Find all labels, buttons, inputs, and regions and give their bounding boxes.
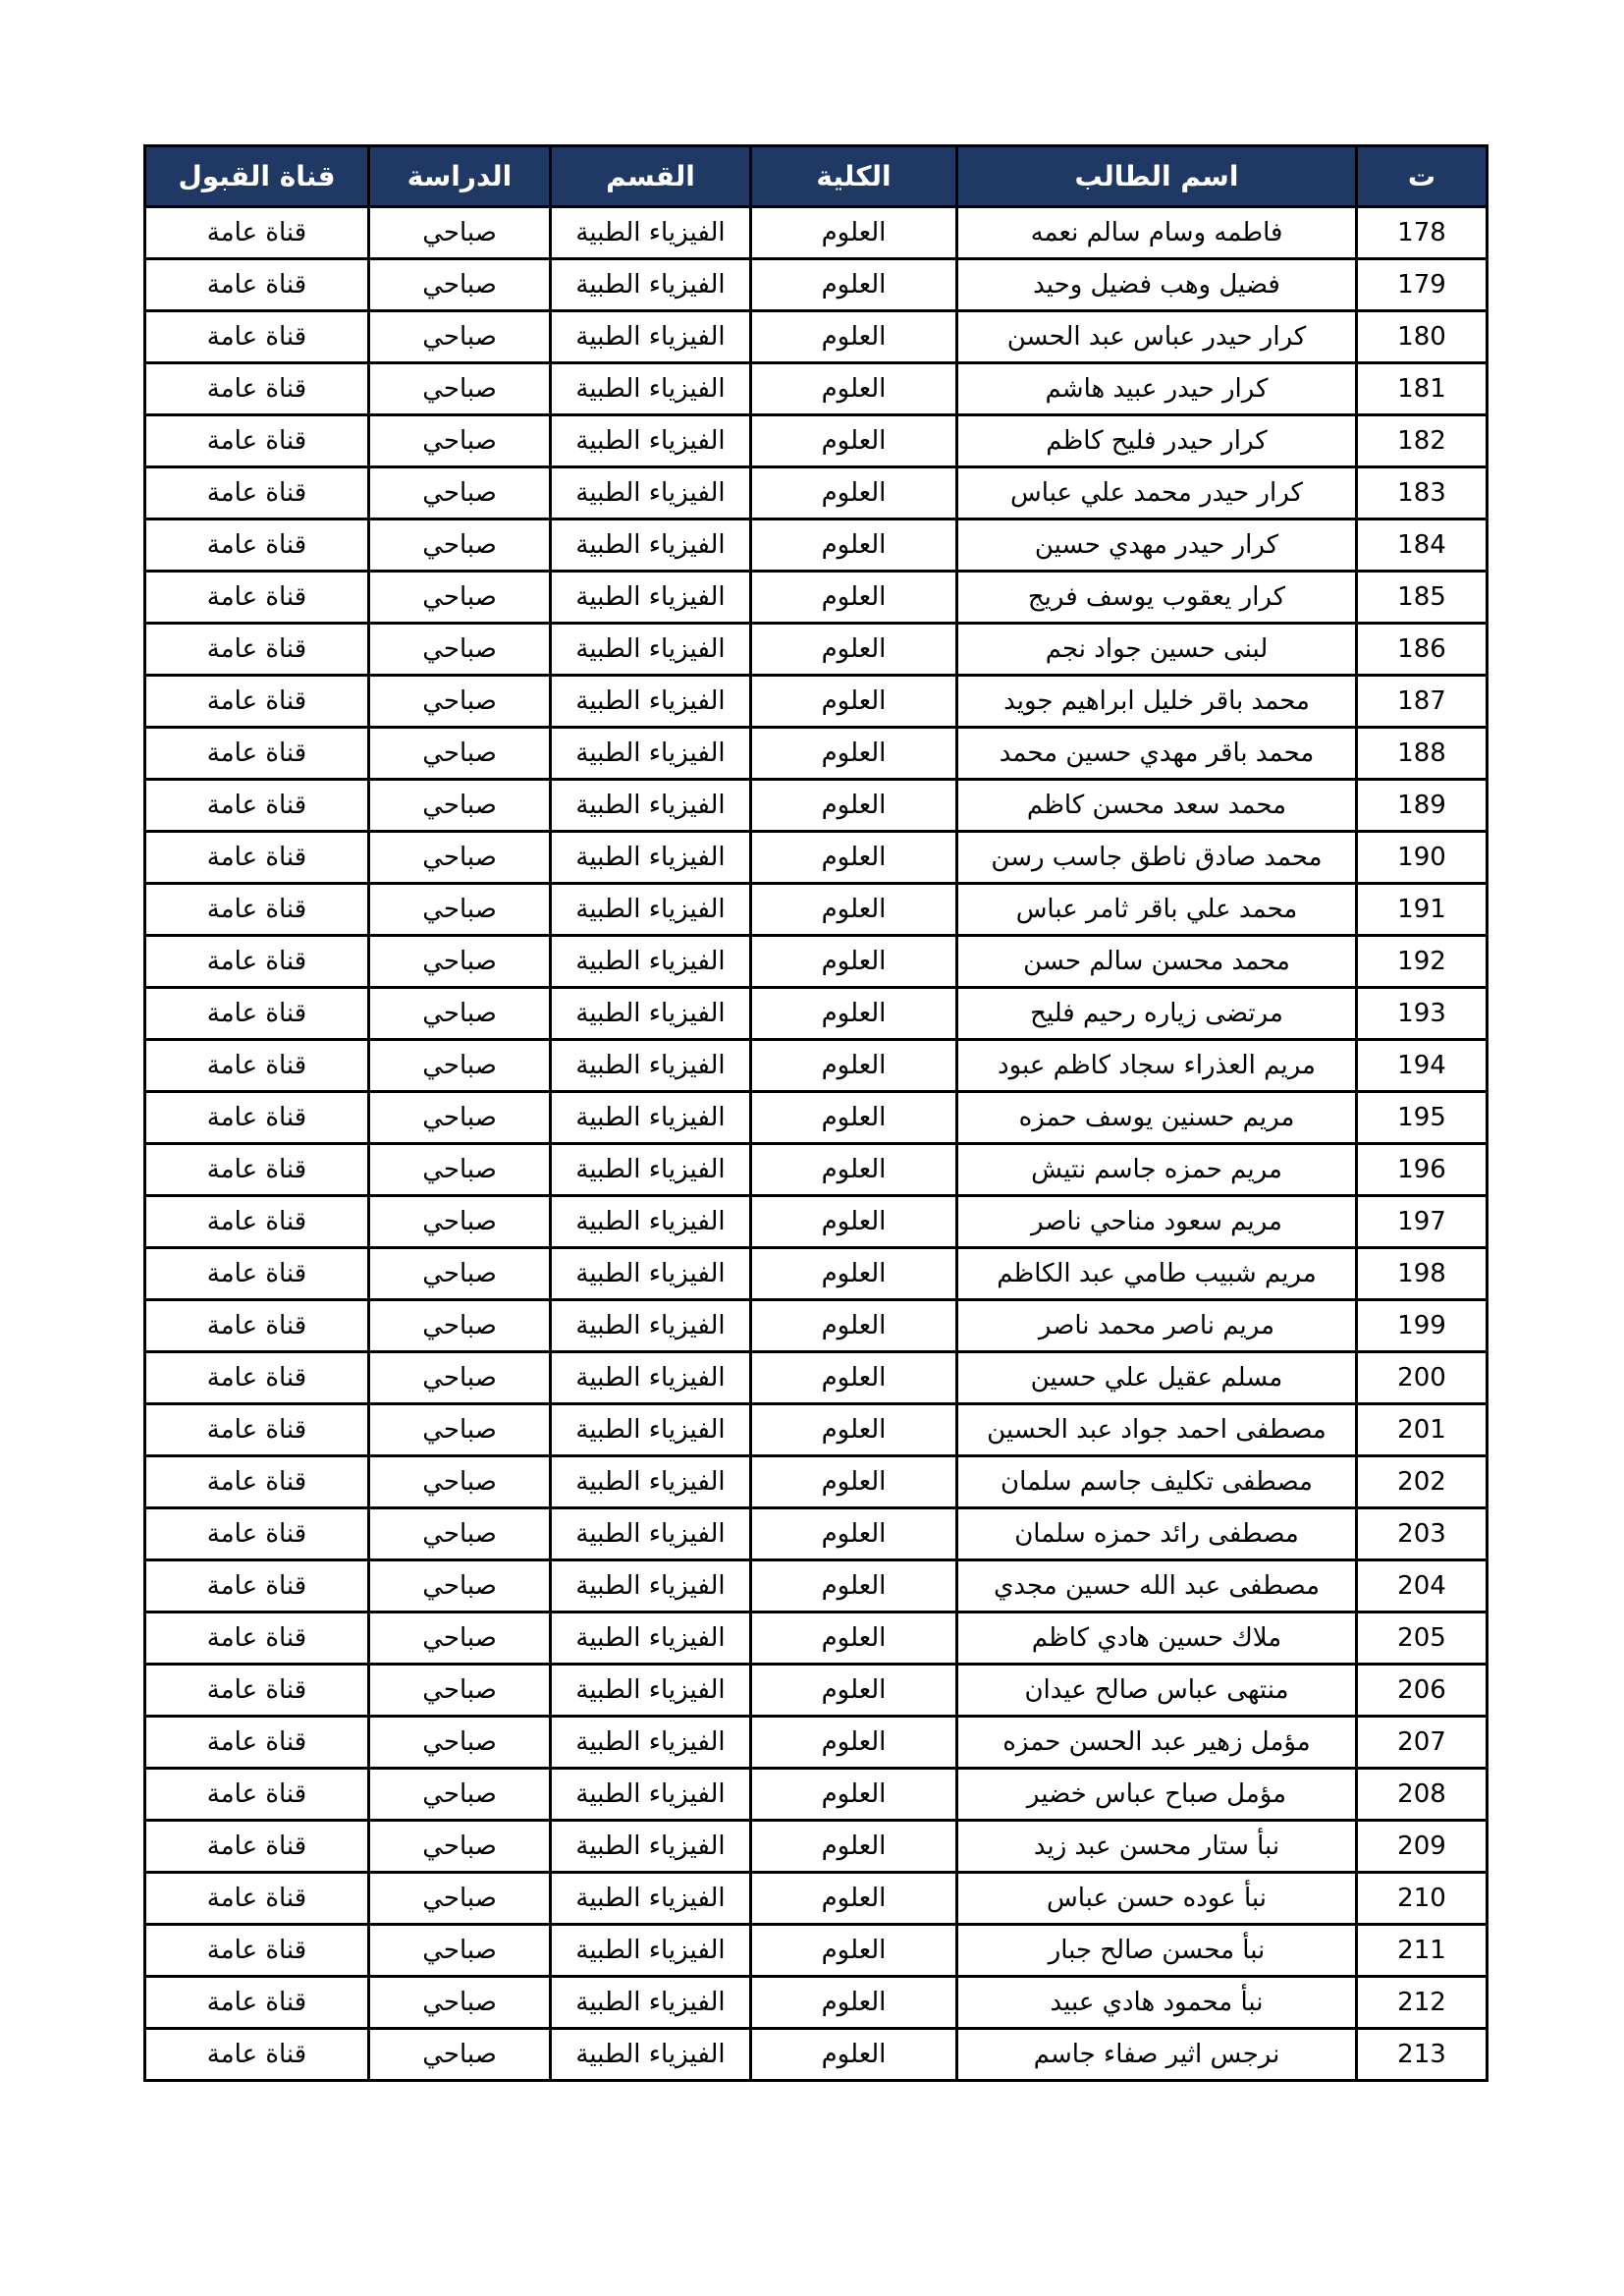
- study-type-cell: صباحي: [369, 1613, 551, 1665]
- department-cell: الفيزياء الطبية: [551, 363, 751, 415]
- study-type-cell: صباحي: [369, 884, 551, 936]
- student-roster-table: [143, 144, 1489, 2082]
- student-name-cell: كرار حيدر عباس عبد الحسن: [957, 311, 1357, 363]
- table-row: [145, 676, 1488, 728]
- student-name-cell: منتهى عباس صالح عيدان: [957, 1665, 1357, 1717]
- table-row: [145, 259, 1488, 311]
- header-college: الكلية: [751, 146, 957, 207]
- study-type-cell: صباحي: [369, 363, 551, 415]
- table-row: [145, 1144, 1488, 1196]
- admission-channel-cell: قناة عامة: [145, 2029, 369, 2081]
- student-name-cell: مصطفى تكليف جاسم سلمان: [957, 1456, 1357, 1508]
- student-name-cell: محمد سعد محسن كاظم: [957, 780, 1357, 832]
- student-name-cell: محمد علي باقر ثامر عباس: [957, 884, 1357, 936]
- college-cell: العلوم: [751, 467, 957, 519]
- serial-cell: 183: [1357, 467, 1488, 519]
- college-cell: العلوم: [751, 988, 957, 1040]
- table-row: [145, 311, 1488, 363]
- serial-cell: 192: [1357, 936, 1488, 988]
- table-row: [145, 1456, 1488, 1508]
- study-type-cell: صباحي: [369, 780, 551, 832]
- college-cell: العلوم: [751, 1925, 957, 1977]
- department-cell: الفيزياء الطبية: [551, 1977, 751, 2029]
- serial-cell: 200: [1357, 1352, 1488, 1404]
- study-type-cell: صباحي: [369, 1404, 551, 1456]
- header-department: القسم: [551, 146, 751, 207]
- department-cell: الفيزياء الطبية: [551, 832, 751, 884]
- table-row: [145, 1508, 1488, 1560]
- table-row: [145, 1560, 1488, 1613]
- college-cell: العلوم: [751, 1508, 957, 1560]
- student-name-cell: مؤمل صباح عباس خضير: [957, 1769, 1357, 1821]
- table-row: [145, 1352, 1488, 1404]
- study-type-cell: صباحي: [369, 572, 551, 624]
- admission-channel-cell: قناة عامة: [145, 884, 369, 936]
- admission-channel-cell: قناة عامة: [145, 728, 369, 780]
- study-type-cell: صباحي: [369, 1925, 551, 1977]
- table-row: [145, 1248, 1488, 1300]
- serial-cell: 178: [1357, 207, 1488, 259]
- table-row: [145, 1300, 1488, 1352]
- student-name-cell: ملاك حسين هادي كاظم: [957, 1613, 1357, 1665]
- table-row: [145, 884, 1488, 936]
- study-type-cell: صباحي: [369, 1300, 551, 1352]
- student-name-cell: كرار حيدر محمد علي عباس: [957, 467, 1357, 519]
- department-cell: الفيزياء الطبية: [551, 311, 751, 363]
- serial-cell: 188: [1357, 728, 1488, 780]
- college-cell: العلوم: [751, 259, 957, 311]
- student-name-cell: مسلم عقيل علي حسين: [957, 1352, 1357, 1404]
- college-cell: العلوم: [751, 936, 957, 988]
- department-cell: الفيزياء الطبية: [551, 780, 751, 832]
- college-cell: العلوم: [751, 2029, 957, 2081]
- student-name-cell: مصطفى رائد حمزه سلمان: [957, 1508, 1357, 1560]
- study-type-cell: صباحي: [369, 1144, 551, 1196]
- student-name-cell: نبأ محسن صالح جبار: [957, 1925, 1357, 1977]
- admission-channel-cell: قناة عامة: [145, 467, 369, 519]
- admission-channel-cell: قناة عامة: [145, 1196, 369, 1248]
- student-name-cell: نبأ محمود هادي عبيد: [957, 1977, 1357, 2029]
- table-row: [145, 519, 1488, 572]
- college-cell: العلوم: [751, 1560, 957, 1613]
- table-row: [145, 1717, 1488, 1769]
- study-type-cell: صباحي: [369, 259, 551, 311]
- admission-channel-cell: قناة عامة: [145, 1352, 369, 1404]
- serial-cell: 206: [1357, 1665, 1488, 1717]
- study-type-cell: صباحي: [369, 1873, 551, 1925]
- table-row: [145, 1977, 1488, 2029]
- admission-channel-cell: قناة عامة: [145, 1300, 369, 1352]
- table-row: [145, 988, 1488, 1040]
- department-cell: الفيزياء الطبية: [551, 1248, 751, 1300]
- serial-cell: 180: [1357, 311, 1488, 363]
- admission-channel-cell: قناة عامة: [145, 311, 369, 363]
- student-name-cell: فضيل وهب فضيل وحيد: [957, 259, 1357, 311]
- study-type-cell: صباحي: [369, 676, 551, 728]
- admission-channel-cell: قناة عامة: [145, 1456, 369, 1508]
- student-name-cell: كرار يعقوب يوسف فريج: [957, 572, 1357, 624]
- table-row: [145, 467, 1488, 519]
- serial-cell: 211: [1357, 1925, 1488, 1977]
- college-cell: العلوم: [751, 415, 957, 467]
- serial-cell: 203: [1357, 1508, 1488, 1560]
- study-type-cell: صباحي: [369, 1508, 551, 1560]
- admission-channel-cell: قناة عامة: [145, 624, 369, 676]
- department-cell: الفيزياء الطبية: [551, 1508, 751, 1560]
- college-cell: العلوم: [751, 363, 957, 415]
- table-row: [145, 1821, 1488, 1873]
- college-cell: العلوم: [751, 1821, 957, 1873]
- college-cell: العلوم: [751, 572, 957, 624]
- admission-channel-cell: قناة عامة: [145, 363, 369, 415]
- student-name-cell: محمد صادق ناطق جاسب رسن: [957, 832, 1357, 884]
- serial-cell: 181: [1357, 363, 1488, 415]
- student-name-cell: لبنى حسين جواد نجم: [957, 624, 1357, 676]
- admission-channel-cell: قناة عامة: [145, 832, 369, 884]
- admission-channel-cell: قناة عامة: [145, 1092, 369, 1144]
- department-cell: الفيزياء الطبية: [551, 1665, 751, 1717]
- study-type-cell: صباحي: [369, 2029, 551, 2081]
- student-name-cell: كرار حيدر مهدي حسين: [957, 519, 1357, 572]
- department-cell: الفيزياء الطبية: [551, 676, 751, 728]
- college-cell: العلوم: [751, 1352, 957, 1404]
- college-cell: العلوم: [751, 1665, 957, 1717]
- serial-cell: 179: [1357, 259, 1488, 311]
- department-cell: الفيزياء الطبية: [551, 207, 751, 259]
- study-type-cell: صباحي: [369, 1196, 551, 1248]
- department-cell: الفيزياء الطبية: [551, 1717, 751, 1769]
- college-cell: العلوم: [751, 1717, 957, 1769]
- serial-cell: 197: [1357, 1196, 1488, 1248]
- admission-channel-cell: قناة عامة: [145, 1925, 369, 1977]
- study-type-cell: صباحي: [369, 1352, 551, 1404]
- department-cell: الفيزياء الطبية: [551, 936, 751, 988]
- admission-channel-cell: قناة عامة: [145, 1144, 369, 1196]
- department-cell: الفيزياء الطبية: [551, 1300, 751, 1352]
- college-cell: العلوم: [751, 1977, 957, 2029]
- study-type-cell: صباحي: [369, 728, 551, 780]
- college-cell: العلوم: [751, 1092, 957, 1144]
- study-type-cell: صباحي: [369, 1717, 551, 1769]
- student-name-cell: كرار حيدر عبيد هاشم: [957, 363, 1357, 415]
- admission-channel-cell: قناة عامة: [145, 1821, 369, 1873]
- serial-cell: 196: [1357, 1144, 1488, 1196]
- table-row: [145, 936, 1488, 988]
- department-cell: الفيزياء الطبية: [551, 1769, 751, 1821]
- student-name-cell: مؤمل زهير عبد الحسن حمزه: [957, 1717, 1357, 1769]
- admission-channel-cell: قناة عامة: [145, 1560, 369, 1613]
- department-cell: الفيزياء الطبية: [551, 1873, 751, 1925]
- department-cell: الفيزياء الطبية: [551, 728, 751, 780]
- department-cell: الفيزياء الطبية: [551, 2029, 751, 2081]
- header-serial: ت: [1357, 146, 1488, 207]
- table-row: [145, 1404, 1488, 1456]
- department-cell: الفيزياء الطبية: [551, 259, 751, 311]
- college-cell: العلوم: [751, 1613, 957, 1665]
- header-admission-channel: قناة القبول: [145, 146, 369, 207]
- study-type-cell: صباحي: [369, 832, 551, 884]
- department-cell: الفيزياء الطبية: [551, 1821, 751, 1873]
- student-name-cell: مريم سعود مناحي ناصر: [957, 1196, 1357, 1248]
- study-type-cell: صباحي: [369, 1560, 551, 1613]
- table-row: [145, 1873, 1488, 1925]
- admission-channel-cell: قناة عامة: [145, 259, 369, 311]
- department-cell: الفيزياء الطبية: [551, 572, 751, 624]
- college-cell: العلوم: [751, 1040, 957, 1092]
- department-cell: الفيزياء الطبية: [551, 1925, 751, 1977]
- table-row: [145, 1092, 1488, 1144]
- admission-channel-cell: قناة عامة: [145, 1040, 369, 1092]
- college-cell: العلوم: [751, 1300, 957, 1352]
- department-cell: الفيزياء الطبية: [551, 884, 751, 936]
- admission-channel-cell: قناة عامة: [145, 1508, 369, 1560]
- college-cell: العلوم: [751, 728, 957, 780]
- student-name-cell: مريم العذراء سجاد كاظم عبود: [957, 1040, 1357, 1092]
- serial-cell: 204: [1357, 1560, 1488, 1613]
- department-cell: الفيزياء الطبية: [551, 1404, 751, 1456]
- department-cell: الفيزياء الطبية: [551, 1560, 751, 1613]
- admission-channel-cell: قناة عامة: [145, 519, 369, 572]
- serial-cell: 210: [1357, 1873, 1488, 1925]
- study-type-cell: صباحي: [369, 1456, 551, 1508]
- college-cell: العلوم: [751, 676, 957, 728]
- admission-channel-cell: قناة عامة: [145, 572, 369, 624]
- student-name-cell: مصطفى عبد الله حسين مجدي: [957, 1560, 1357, 1613]
- serial-cell: 190: [1357, 832, 1488, 884]
- department-cell: الفيزياء الطبية: [551, 1196, 751, 1248]
- college-cell: العلوم: [751, 1248, 957, 1300]
- admission-channel-cell: قناة عامة: [145, 1873, 369, 1925]
- serial-cell: 194: [1357, 1040, 1488, 1092]
- college-cell: العلوم: [751, 1144, 957, 1196]
- study-type-cell: صباحي: [369, 1092, 551, 1144]
- study-type-cell: صباحي: [369, 1821, 551, 1873]
- study-type-cell: صباحي: [369, 1040, 551, 1092]
- serial-cell: 182: [1357, 415, 1488, 467]
- serial-cell: 207: [1357, 1717, 1488, 1769]
- college-cell: العلوم: [751, 311, 957, 363]
- college-cell: العلوم: [751, 1873, 957, 1925]
- department-cell: الفيزياء الطبية: [551, 1456, 751, 1508]
- serial-cell: 193: [1357, 988, 1488, 1040]
- college-cell: العلوم: [751, 1404, 957, 1456]
- department-cell: الفيزياء الطبية: [551, 415, 751, 467]
- table-row: [145, 2029, 1488, 2081]
- study-type-cell: صباحي: [369, 415, 551, 467]
- college-cell: العلوم: [751, 519, 957, 572]
- serial-cell: 195: [1357, 1092, 1488, 1144]
- study-type-cell: صباحي: [369, 311, 551, 363]
- study-type-cell: صباحي: [369, 1248, 551, 1300]
- admission-channel-cell: قناة عامة: [145, 415, 369, 467]
- serial-cell: 202: [1357, 1456, 1488, 1508]
- college-cell: العلوم: [751, 832, 957, 884]
- department-cell: الفيزياء الطبية: [551, 1352, 751, 1404]
- admission-channel-cell: قناة عامة: [145, 676, 369, 728]
- study-type-cell: صباحي: [369, 1769, 551, 1821]
- admission-channel-cell: قناة عامة: [145, 936, 369, 988]
- admission-channel-cell: قناة عامة: [145, 1248, 369, 1300]
- admission-channel-cell: قناة عامة: [145, 1404, 369, 1456]
- student-name-cell: كرار حيدر فليح كاظم: [957, 415, 1357, 467]
- serial-cell: 187: [1357, 676, 1488, 728]
- serial-cell: 191: [1357, 884, 1488, 936]
- student-name-cell: محمد باقر مهدي حسين محمد: [957, 728, 1357, 780]
- table-row: [145, 780, 1488, 832]
- serial-cell: 201: [1357, 1404, 1488, 1456]
- study-type-cell: صباحي: [369, 467, 551, 519]
- serial-cell: 184: [1357, 519, 1488, 572]
- study-type-cell: صباحي: [369, 624, 551, 676]
- table-row: [145, 832, 1488, 884]
- admission-channel-cell: قناة عامة: [145, 1717, 369, 1769]
- admission-channel-cell: قناة عامة: [145, 1977, 369, 2029]
- table-row: [145, 572, 1488, 624]
- admission-channel-cell: قناة عامة: [145, 207, 369, 259]
- student-name-cell: فاطمه وسام سالم نعمه: [957, 207, 1357, 259]
- serial-cell: 209: [1357, 1821, 1488, 1873]
- college-cell: العلوم: [751, 780, 957, 832]
- college-cell: العلوم: [751, 1769, 957, 1821]
- table-row: [145, 1613, 1488, 1665]
- header-student-name: اسم الطالب: [957, 146, 1357, 207]
- table-row: [145, 1040, 1488, 1092]
- table-row: [145, 207, 1488, 259]
- college-cell: العلوم: [751, 1196, 957, 1248]
- serial-cell: 212: [1357, 1977, 1488, 2029]
- student-name-cell: محمد محسن سالم حسن: [957, 936, 1357, 988]
- department-cell: الفيزياء الطبية: [551, 1040, 751, 1092]
- admission-channel-cell: قناة عامة: [145, 988, 369, 1040]
- table-row: [145, 415, 1488, 467]
- header-study-type: الدراسة: [369, 146, 551, 207]
- table-row: [145, 1925, 1488, 1977]
- table-row: [145, 624, 1488, 676]
- study-type-cell: صباحي: [369, 936, 551, 988]
- serial-cell: 208: [1357, 1769, 1488, 1821]
- serial-cell: 186: [1357, 624, 1488, 676]
- study-type-cell: صباحي: [369, 1665, 551, 1717]
- admission-channel-cell: قناة عامة: [145, 1769, 369, 1821]
- admission-channel-cell: قناة عامة: [145, 1665, 369, 1717]
- table-row: [145, 728, 1488, 780]
- study-type-cell: صباحي: [369, 988, 551, 1040]
- student-name-cell: مريم ناصر محمد ناصر: [957, 1300, 1357, 1352]
- table-row: [145, 1665, 1488, 1717]
- college-cell: العلوم: [751, 624, 957, 676]
- student-name-cell: مريم شبيب طامي عبد الكاظم: [957, 1248, 1357, 1300]
- student-name-cell: مريم حسنين يوسف حمزه: [957, 1092, 1357, 1144]
- study-type-cell: صباحي: [369, 519, 551, 572]
- student-name-cell: محمد باقر خليل ابراهيم جويد: [957, 676, 1357, 728]
- serial-cell: 198: [1357, 1248, 1488, 1300]
- serial-cell: 185: [1357, 572, 1488, 624]
- table-row: [145, 363, 1488, 415]
- department-cell: الفيزياء الطبية: [551, 988, 751, 1040]
- department-cell: الفيزياء الطبية: [551, 1144, 751, 1196]
- serial-cell: 205: [1357, 1613, 1488, 1665]
- student-name-cell: نبأ عوده حسن عباس: [957, 1873, 1357, 1925]
- department-cell: الفيزياء الطبية: [551, 1613, 751, 1665]
- study-type-cell: صباحي: [369, 1977, 551, 2029]
- table-row: [145, 1769, 1488, 1821]
- department-cell: الفيزياء الطبية: [551, 467, 751, 519]
- student-name-cell: نرجس اثير صفاء جاسم: [957, 2029, 1357, 2081]
- student-name-cell: مرتضى زياره رحيم فليح: [957, 988, 1357, 1040]
- college-cell: العلوم: [751, 207, 957, 259]
- header-row: [145, 146, 1488, 207]
- department-cell: الفيزياء الطبية: [551, 519, 751, 572]
- department-cell: الفيزياء الطبية: [551, 1092, 751, 1144]
- student-name-cell: مصطفى احمد جواد عبد الحسين: [957, 1404, 1357, 1456]
- student-name-cell: مريم حمزه جاسم نتيش: [957, 1144, 1357, 1196]
- student-name-cell: نبأ ستار محسن عبد زيد: [957, 1821, 1357, 1873]
- admission-channel-cell: قناة عامة: [145, 1613, 369, 1665]
- table-row: [145, 1196, 1488, 1248]
- college-cell: العلوم: [751, 1456, 957, 1508]
- serial-cell: 199: [1357, 1300, 1488, 1352]
- department-cell: الفيزياء الطبية: [551, 624, 751, 676]
- serial-cell: 213: [1357, 2029, 1488, 2081]
- admission-channel-cell: قناة عامة: [145, 780, 369, 832]
- serial-cell: 189: [1357, 780, 1488, 832]
- college-cell: العلوم: [751, 884, 957, 936]
- study-type-cell: صباحي: [369, 207, 551, 259]
